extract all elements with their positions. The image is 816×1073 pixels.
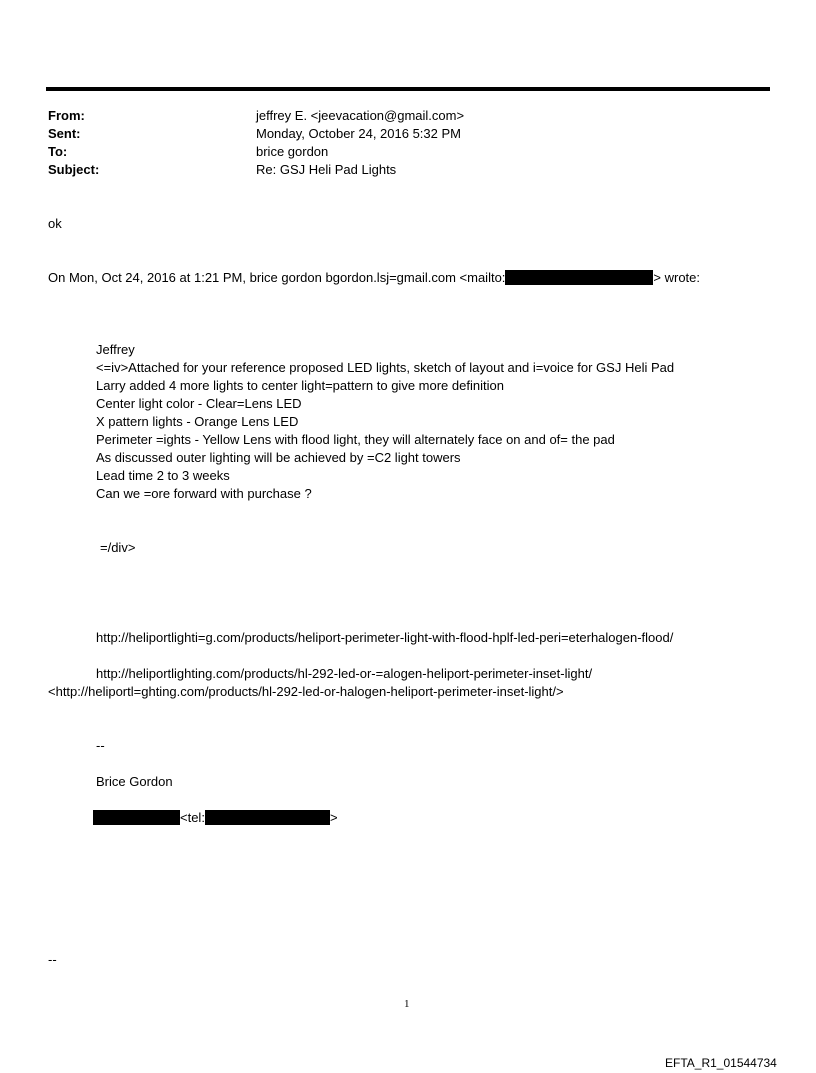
subject-label: Subject: (48, 162, 100, 177)
signature-separator: -- (96, 738, 105, 753)
link-hl-292-bracketed: <http://heliportl=ghting.com/products/hl-292-led-or-halogen-heliport-perimeter-inset-light/> (48, 684, 564, 699)
header-rule (46, 87, 770, 91)
link-hl-292: http://heliportlighting.com/products/hl-292-led-or-=alogen-heliport-perimeter-inset-light/ (96, 666, 593, 681)
from-label: From: (48, 108, 85, 123)
redaction-block (505, 270, 653, 285)
quoted-line: Can we =ore forward with purchase ? (96, 486, 312, 501)
div-close-text: =/div> (100, 540, 136, 555)
tel-prefix: <tel: (180, 810, 205, 825)
to-label: To: (48, 144, 68, 159)
to-value: brice gordon (256, 144, 329, 159)
quoted-line: X pattern lights - Orange Lens LED (96, 414, 299, 429)
sent-value: Monday, October 24, 2016 5:32 PM (256, 126, 461, 141)
from-value: jeffrey E. <jeevacation@gmail.com> (256, 108, 465, 123)
redaction-block (205, 810, 330, 825)
quoted-line: Larry added 4 more lights to center light=pattern to give more definition (96, 378, 504, 393)
sent-label: Sent: (48, 126, 81, 141)
page-number: 1 (404, 998, 410, 1010)
tel-suffix: > (329, 810, 338, 825)
quoted-line: <=iv>Attached for your reference proposed LED lights, sketch of layout and i=voice for GSJ Heli Pad (96, 360, 675, 375)
subject-value: Re: GSJ Heli Pad Lights (256, 162, 397, 177)
end-separator: -- (48, 952, 57, 967)
reply-text: ok (48, 216, 62, 231)
quote-intro-end: > wrote: (653, 270, 701, 285)
redaction-block (93, 810, 180, 825)
quote-intro-start: On Mon, Oct 24, 2016 at 1:21 PM, brice gordon bgordon.lsj=gmail.com <mailto: (48, 270, 506, 285)
quoted-line: Lead time 2 to 3 weeks (96, 468, 230, 483)
link-perimeter-flood: http://heliportlighti=g.com/products/heliport-perimeter-light-with-flood-hplf-led-peri=eterhalogen-flood/ (96, 630, 674, 645)
bates-number: EFTA_R1_01544734 (665, 1056, 777, 1070)
quoted-line: Jeffrey (96, 342, 135, 357)
signature-phone (93, 810, 338, 825)
quoted-line: Center light color - Clear=Lens LED (96, 396, 302, 411)
quoted-line: As discussed outer lighting will be achieved by =C2 light towers (96, 450, 461, 465)
quoted-line: Perimeter =ights - Yellow Lens with flood light, they will alternately face on and of= the pad (96, 432, 615, 447)
quote-intro (48, 270, 700, 285)
signature-name: Brice Gordon (96, 774, 173, 789)
